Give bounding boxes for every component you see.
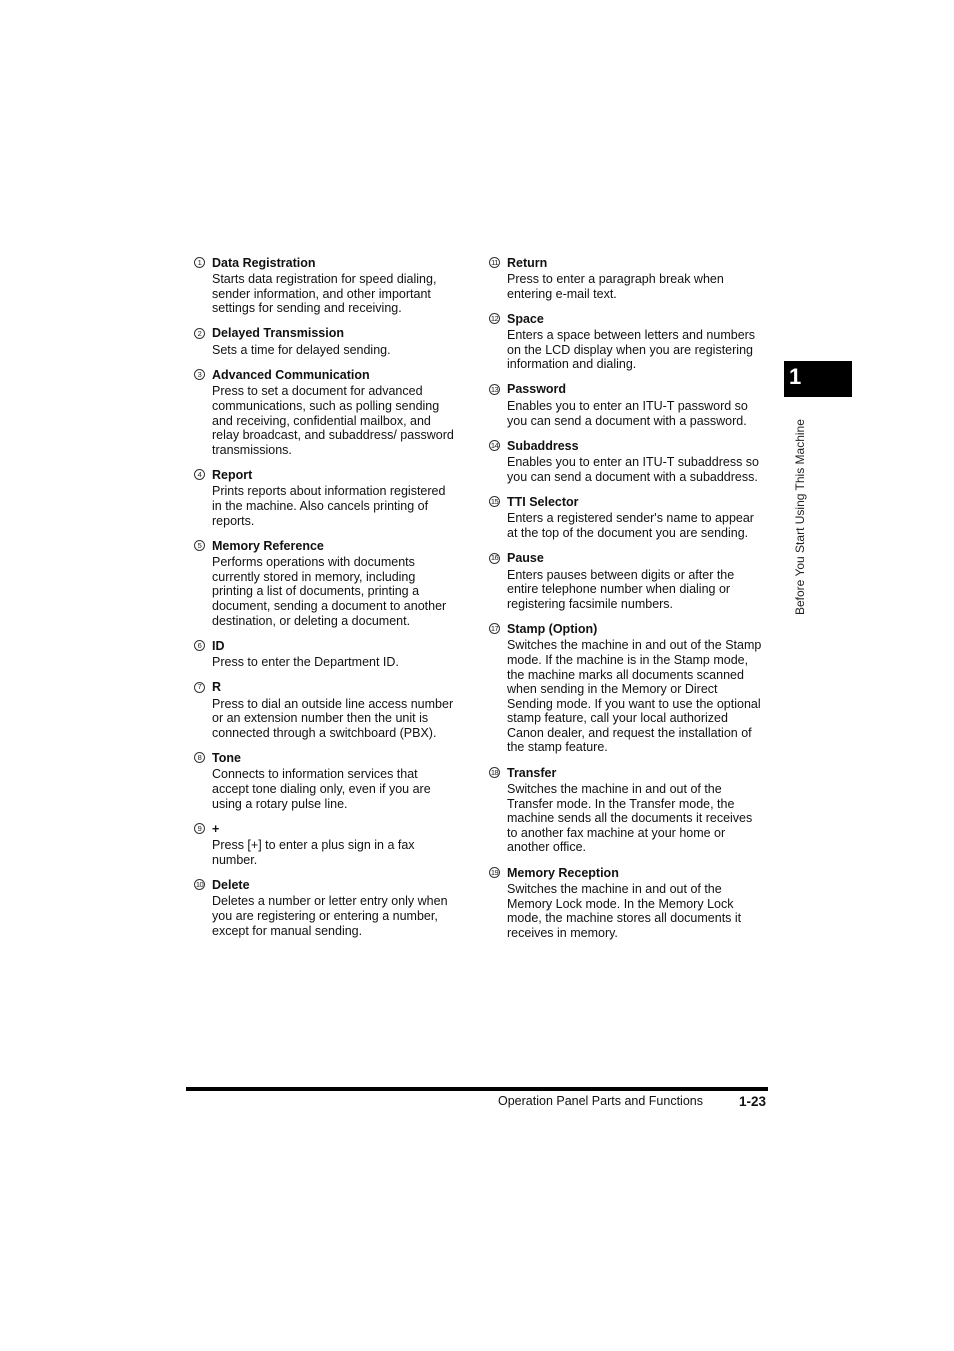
- footer-section: Operation Panel Parts and Functions: [498, 1094, 703, 1108]
- entry-heading: [488, 620, 764, 637]
- entry-heading: [488, 254, 764, 271]
- chapter-number: 1: [789, 364, 802, 389]
- entry-description: Enables you to enter an ITU-T password so you can send a document with a password.: [507, 398, 748, 428]
- entry-heading: [488, 764, 764, 781]
- entry-title: Password: [507, 382, 567, 397]
- entry-title: Transfer: [507, 765, 557, 780]
- entry-heading: [193, 366, 455, 383]
- list-item: [488, 493, 764, 540]
- left-column: [193, 254, 455, 947]
- list-item: [488, 764, 764, 855]
- list-item: [193, 366, 455, 457]
- list-item: [193, 466, 455, 528]
- entry-description: Press to enter a paragraph break when entering e-mail text.: [507, 272, 724, 301]
- chapter-label: Before You Start Using This Machine: [793, 419, 807, 615]
- entry-description: Performs operations with documents currently stored in memory, including printing a list of documents, printing a document, sending a document to another destination, or deleting a document.: [212, 555, 447, 628]
- circled-number: 17: [490, 624, 499, 634]
- entry-heading: [193, 637, 455, 654]
- list-item: [193, 637, 455, 670]
- circled-number: 19: [490, 867, 499, 877]
- entry-description: Sets a time for delayed sending.: [212, 342, 391, 357]
- entry-heading: [488, 437, 764, 454]
- list-item: [193, 254, 455, 316]
- entry-description: Press to set a document for advanced communications, such as polling sending and receiving, confidential mailbox, and relay broadcast, and subaddress/ password transmissions.: [212, 384, 454, 457]
- list-item: [193, 537, 455, 628]
- chapter-tab: [784, 361, 852, 397]
- circled-number: 8: [194, 752, 205, 763]
- entry-title: ID: [212, 638, 225, 653]
- entry-title: Delayed Transmission: [212, 326, 345, 341]
- list-item: [193, 749, 455, 811]
- circled-number: 16: [490, 553, 499, 563]
- entry-heading: [193, 749, 455, 766]
- entry-title: Stamp (Option): [507, 621, 598, 636]
- list-item: [488, 310, 764, 372]
- circled-number: 15: [490, 497, 499, 507]
- entry-description: Switches the machine in and out of the Memory Lock mode. In the Memory Lock mode, the machine stores all documents it receives in memory.: [507, 882, 742, 940]
- list-item: [193, 876, 455, 938]
- circled-number: 7: [194, 682, 205, 693]
- entry-description: Press [+] to enter a plus sign in a fax number.: [212, 838, 415, 867]
- entry-title: Tone: [212, 750, 241, 765]
- circled-number: 12: [490, 313, 499, 323]
- list-item: [193, 820, 455, 867]
- circled-number: 9: [194, 823, 205, 834]
- entry-title: Memory Reception: [507, 865, 619, 880]
- entry-heading: [193, 820, 455, 837]
- entry-heading: [193, 679, 455, 696]
- entry-description: Switches the machine in and out of the Transfer mode. In the Transfer mode, the machine sends all the documents it receives to another fax machine at your home or another office.: [507, 782, 753, 855]
- entry-description: Deletes a number or letter entry only when you are registering or entering a number, except for manual sending.: [212, 894, 448, 938]
- list-item: [488, 864, 764, 940]
- list-item: [488, 620, 764, 755]
- circled-number: 3: [194, 369, 205, 380]
- circled-number: 14: [490, 440, 499, 450]
- entry-heading: [193, 254, 455, 271]
- entry-description: Connects to information services that accept tone dialing only, even if you are using a rotary pulse line.: [212, 767, 431, 811]
- entry-title: +: [212, 821, 220, 836]
- entry-heading: [488, 493, 764, 510]
- entry-title: Subaddress: [507, 438, 579, 453]
- list-item: [488, 381, 764, 428]
- circled-number: 1: [194, 257, 205, 268]
- circled-number: 5: [194, 540, 205, 551]
- entry-heading: [193, 876, 455, 893]
- entry-description: Enters a registered sender's name to appear at the top of the document you are sending.: [507, 511, 754, 540]
- entry-description: Press to dial an outside line access number or an extension number then the unit is connected through a switchboard (PBX).: [212, 696, 454, 740]
- entry-title: Memory Reference: [212, 538, 324, 553]
- entry-title: Space: [507, 311, 544, 326]
- entry-description: Switches the machine in and out of the Stamp mode. If the machine is in the Stamp mode, the machine marks all documents scanned when sending in the Memory or Direct Sending mode. If you want to use the optional stamp feature, call your local authorized Canon dealer, and request the installation of the stamp feature.: [507, 638, 762, 755]
- entry-title: Advanced Communication: [212, 367, 370, 382]
- entry-heading: [488, 310, 764, 327]
- entry-heading: [488, 550, 764, 567]
- circled-number: 13: [490, 384, 499, 394]
- entry-title: Delete: [212, 877, 250, 892]
- page-number: 1-23: [739, 1094, 767, 1109]
- entry-heading: [193, 466, 455, 483]
- entry-description: Press to enter the Department ID.: [212, 655, 399, 670]
- entry-title: TTI Selector: [507, 494, 579, 509]
- entry-title: Data Registration: [212, 255, 316, 270]
- circled-number: 11: [489, 257, 500, 268]
- right-column: [488, 254, 764, 949]
- entry-title: Return: [507, 255, 548, 270]
- list-item: [193, 679, 455, 741]
- entry-heading: [488, 381, 764, 398]
- entry-heading: [488, 864, 764, 881]
- list-item: [488, 437, 764, 484]
- list-item: [193, 325, 455, 358]
- entry-description: Enters a space between letters and numbers on the LCD display when you are registering information and dialing.: [507, 328, 756, 372]
- list-item: [488, 550, 764, 612]
- circled-number: 4: [194, 469, 205, 480]
- list-item: [488, 254, 764, 301]
- circled-number: 6: [194, 640, 205, 651]
- entry-heading: [193, 537, 455, 554]
- entry-title: Pause: [507, 551, 544, 566]
- circled-number: 2: [194, 328, 205, 339]
- entry-heading: [193, 325, 455, 342]
- circled-number: 10: [195, 880, 204, 890]
- entry-description: Enters pauses between digits or after the entire telephone number when dialing or registering facsimile numbers.: [507, 567, 735, 611]
- entry-description: Enables you to enter an ITU-T subaddress so you can send a document with a subaddress.: [507, 455, 759, 484]
- footer-rule: [186, 1087, 768, 1091]
- entry-description: Prints reports about information registered in the machine. Also cancels printing of reports.: [212, 484, 446, 528]
- entry-description: Starts data registration for speed dialing, sender information, and other important settings for sending and receiving.: [212, 272, 437, 316]
- entry-title: R: [212, 680, 222, 695]
- circled-number: 18: [490, 767, 499, 777]
- entry-title: Report: [212, 467, 253, 482]
